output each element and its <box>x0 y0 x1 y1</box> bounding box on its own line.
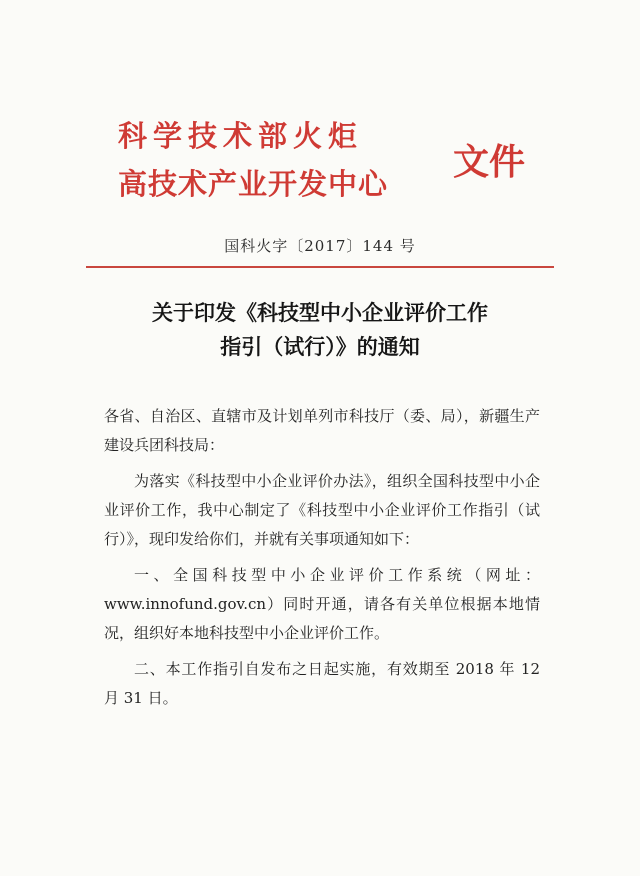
issuer-name-line-1: 科学技术部火炬 <box>118 119 364 153</box>
body-paragraph-1: 为落实《科技型中小企业评价办法》，组织全国科技型中小企业评价工作，我中心制定了《科技型中小企业评价工作指引（试行）》，现印发给你们，并就有关事项通知如下： <box>104 472 540 548</box>
body-paragraph-3: 二、本工作指引自发布之日起实施，有效期至 2018 年 12 月 31 日。 <box>104 660 540 707</box>
document-type-label: 文件 <box>453 141 526 183</box>
body-paragraph-2: 一、全国科技型中小企业评价工作系统（网址：www.innofund.gov.cn）同时开通，请各有关单位根据本地情况，组织好本地科技型中小企业评价工作。 <box>104 566 540 642</box>
notice-body <box>104 402 540 720</box>
issuer-name-line-2: 高技术产业开发中心 <box>118 167 389 201</box>
document-number: 国科火字〔2017〕144 号 <box>224 237 416 255</box>
header-divider <box>86 266 554 268</box>
notice-title-line-1: 关于印发《科技型中小企业评价工作 <box>152 300 488 325</box>
issuer-header <box>118 112 558 212</box>
notice-title-line-2: 指引（试行）》的通知 <box>220 334 420 359</box>
salutation: 各省、自治区、直辖市及计划单列市科技厅（委、局），新疆生产建设兵团科技局： <box>104 407 540 454</box>
notice-title <box>0 296 640 364</box>
